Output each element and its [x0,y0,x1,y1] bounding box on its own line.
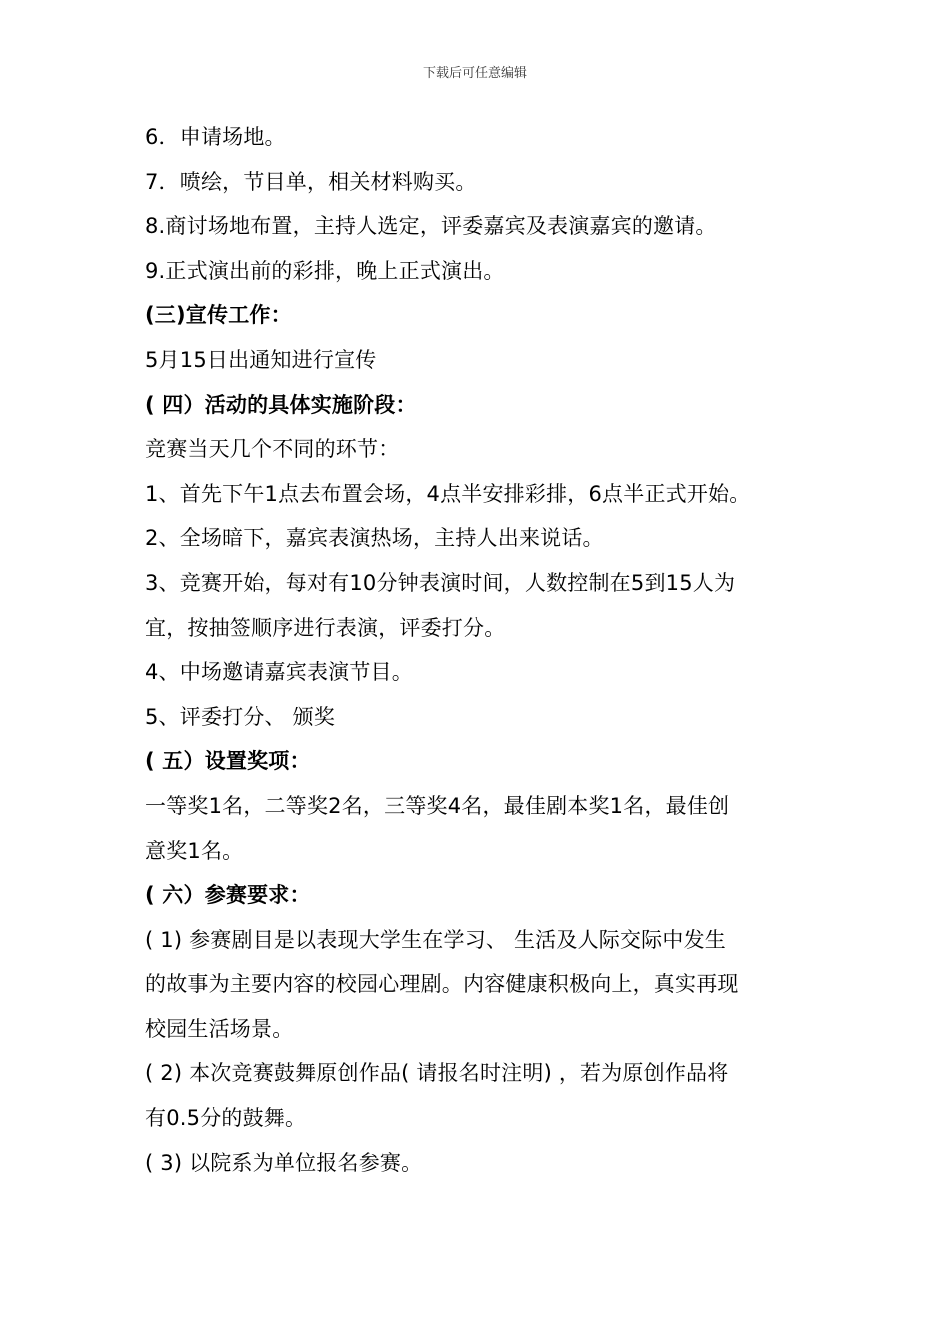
text-line: 3、竞赛开始，每对有10分钟表演时间，人数控制在5到15人为 [145,570,736,595]
section-heading: (三)宣传工作： [145,303,292,328]
text-line: ( 1) 参赛剧目是以表现大学生在学习、 生活及人际交际中发生 [145,927,726,952]
text-line: 1、首先下午1点去布置会场，4点半安排彩排，6点半正式开始。 [145,481,751,506]
text-line: 5月15日出通知进行宣传 [145,347,377,372]
section-heading: ( 四）活动的具体实施阶段： [145,392,417,417]
text-line: 2、全场暗下，嘉宾表演热场，主持人出来说话。 [145,526,604,551]
section-heading: ( 五）设置奖项： [145,749,311,774]
page-header: 下载后可任意编辑 [422,66,527,81]
section-heading: ( 六）参赛要求： [145,883,311,908]
text-line: 7．喷绘，节目单，相关材料购买。 [145,169,477,194]
text-line: 6．申请场地。 [145,125,286,149]
text-line: 9.正式演出前的彩排，晚上正式演出。 [145,258,505,283]
document-body [145,115,810,1185]
text-line: 一等奖1名，二等奖2名，三等奖4名，最佳剧本奖1名，最佳创 [145,793,730,818]
text-line: ( 2) 本次竞赛鼓舞原创作品( 请报名时注明) ，若为原创作品将 [145,1061,729,1086]
text-line: 5、评委打分、 颁奖 [145,704,336,729]
text-line: 的故事为主要内容的校园心理剧。内容健康积极向上，真实再现 [145,972,739,997]
text-line: 竞赛当天几个不同的环节： [145,437,400,462]
text-line: ( 3) 以院系为单位报名参赛。 [145,1150,423,1175]
text-line: 宜，按抽签顺序进行表演，评委打分。 [145,615,506,640]
text-line: 意奖1名。 [145,838,244,863]
text-line: 校园生活场景。 [145,1016,294,1041]
text-line: 8.商讨场地布置，主持人选定，评委嘉宾及表演嘉宾的邀请。 [145,214,717,239]
text-line: 有0.5分的鼓舞。 [145,1106,307,1131]
text-line: 4、中场邀请嘉宾表演节目。 [145,660,413,685]
